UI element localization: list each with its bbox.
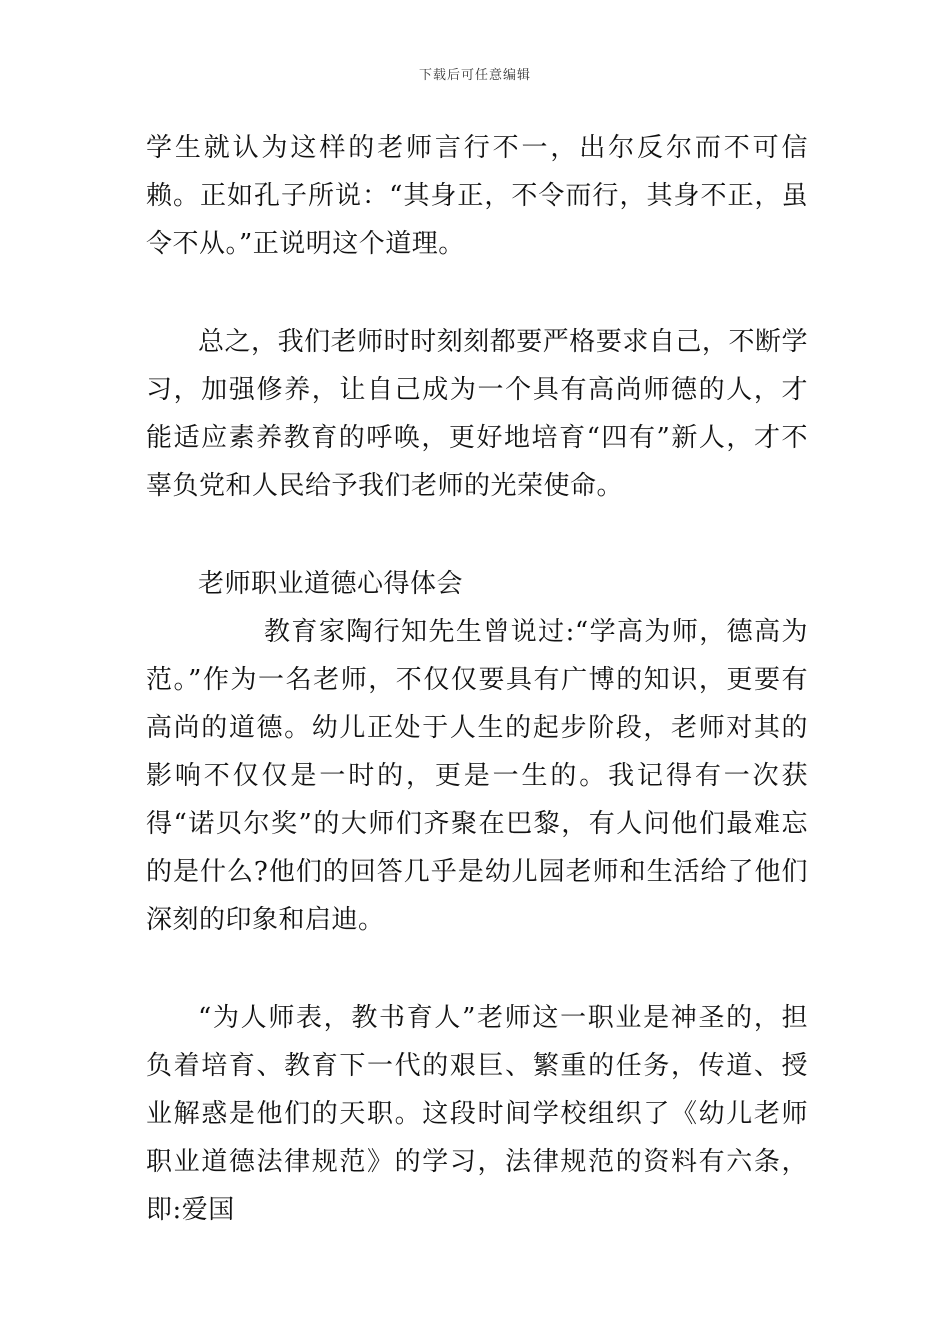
paragraph-gap: [146, 944, 808, 994]
document-body: [146, 124, 808, 1234]
paragraph-3: 教育家陶行知先生曾说过:“学高为师，德高为范。”作为一名老师，不仅仅要具有广博的知识，更要有高尚的道德。幼儿正处于人生的起步阶段，老师对其的影响不仅仅是一时的，更是一生的。我记得有一次获得“诺贝尔奖”的大师们齐聚在巴黎，有人问他们最难忘的是什么?他们的回答几乎是幼儿园老师和生活给了他们深刻的印象和启迪。: [146, 617, 808, 935]
section-title: 老师职业道德心得体会: [198, 569, 464, 599]
paragraph-1: 学生就认为这样的老师言行不一，出尔反尔而不可信赖。正如孔子所说：“其身正，不令而行，其身不正，虽令不从。”正说明这个道理。: [146, 133, 808, 259]
page-header: 下载后可任意编辑: [418, 68, 531, 83]
paragraph-2: 总之，我们老师时时刻刻都要严格要求自己，不断学习，加强修养，让自己成为一个具有高尚师德的人，才能适应素养教育的呼唤，更好地培育“四有”新人，才不辜负党和人民给予我们老师的光荣使命。: [146, 327, 808, 501]
paragraph-gap: [146, 268, 808, 318]
paragraph-gap: [146, 510, 808, 560]
paragraph-4: “为人师表，教书育人”老师这一职业是神圣的，担负着培育、教育下一代的艰巨、繁重的任务，传道、授业解惑是他们的天职。这段时间学校组织了《幼儿老师职业道德法律规范》的学习，法律规范的资料有六条，即:爱国: [146, 1003, 808, 1225]
